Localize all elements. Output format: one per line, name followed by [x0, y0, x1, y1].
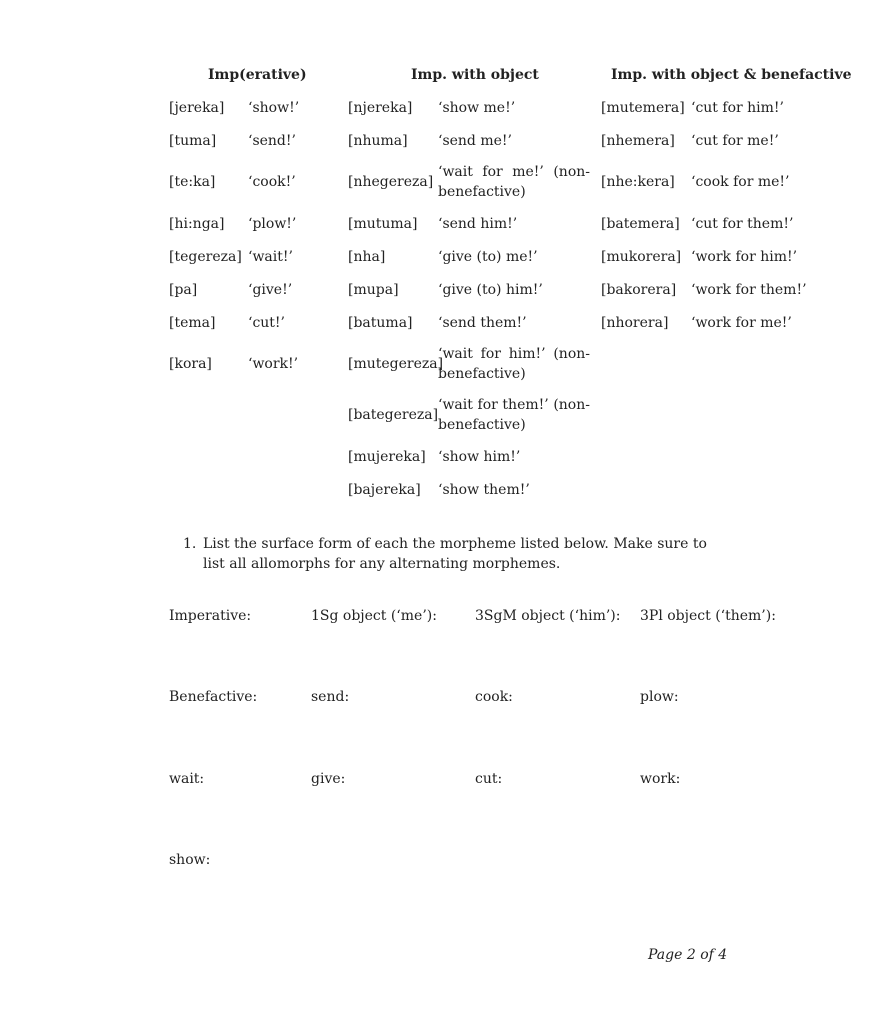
imperative-form: [tuma] — [169, 133, 217, 149]
object-gloss: ‘wait for me!’ (non-benefactive) — [438, 164, 590, 200]
object-form: [mupa] — [348, 282, 399, 298]
object-form: [batuma] — [348, 315, 413, 331]
page-number: Page 2 of 4 — [648, 947, 728, 963]
object-gloss: ‘send him!’ — [438, 216, 518, 232]
benefactive-gloss: ‘cook for me!’ — [691, 174, 790, 190]
imperative-gloss: ‘give!’ — [248, 282, 293, 298]
question-number: 1. — [183, 536, 197, 552]
benefactive-form: [mutemera] — [601, 100, 685, 116]
imperative-gloss: ‘plow!’ — [248, 216, 297, 232]
benefactive-form: [nhemera] — [601, 133, 675, 149]
header-imperative-with-object-benefactive: Imp. with object & benefactive — [611, 67, 852, 83]
object-form: [nha] — [348, 249, 386, 265]
imperative-form: [tema] — [169, 315, 216, 331]
benefactive-gloss: ‘cut for him!’ — [691, 100, 784, 116]
answer-label-show: show: — [169, 852, 211, 868]
object-form: [nhegereza] — [348, 174, 434, 190]
question-1 — [183, 534, 728, 574]
benefactive-gloss: ‘work for them!’ — [691, 282, 807, 298]
imperative-form: [jereka] — [169, 100, 225, 116]
answer-label-cut: cut: — [475, 771, 503, 787]
imperative-gloss: ‘show!’ — [248, 100, 300, 116]
benefactive-gloss: ‘cut for them!’ — [691, 216, 794, 232]
question-text: List the surface form of each the morpheme listed below. Make sure to list all allomorphs for any alternating morphemes. — [203, 536, 707, 572]
answer-label-1sg-object: 1Sg object (‘me’): — [311, 608, 437, 624]
benefactive-gloss: ‘work for me!’ — [691, 315, 792, 331]
object-gloss: ‘send me!’ — [438, 133, 512, 149]
imperative-gloss: ‘cut!’ — [248, 315, 286, 331]
header-imperative-with-object: Imp. with object — [411, 67, 539, 83]
benefactive-form: [bakorera] — [601, 282, 677, 298]
benefactive-form: [batemera] — [601, 216, 680, 232]
object-gloss: ‘show him!’ — [438, 449, 521, 465]
imperative-form: [te:ka] — [169, 174, 216, 190]
benefactive-form: [nhe:kera] — [601, 174, 675, 190]
object-gloss: ‘wait for him!’ (non-benefactive) — [438, 346, 590, 382]
object-form: [nhuma] — [348, 133, 408, 149]
benefactive-form: [nhorera] — [601, 315, 669, 331]
imperative-gloss: ‘send!’ — [248, 133, 296, 149]
object-gloss: ‘give (to) him!’ — [438, 282, 543, 298]
object-gloss: ‘give (to) me!’ — [438, 249, 538, 265]
imperative-gloss: ‘work!’ — [248, 356, 299, 372]
object-gloss: ‘show me!’ — [438, 100, 516, 116]
answer-label-imperative: Imperative: — [169, 608, 252, 624]
object-form: [bajereka] — [348, 482, 421, 498]
object-form: [mutuma] — [348, 216, 418, 232]
object-form: [bategereza] — [348, 407, 439, 423]
answer-label-benefactive: Benefactive: — [169, 689, 258, 705]
object-gloss: ‘send them!’ — [438, 315, 527, 331]
imperative-form: [kora] — [169, 356, 212, 372]
benefactive-form: [mukorera] — [601, 249, 682, 265]
imperative-form: [pa] — [169, 282, 198, 298]
object-gloss: ‘show them!’ — [438, 482, 530, 498]
imperative-gloss: ‘wait!’ — [248, 249, 293, 265]
imperative-form: [tegereza] — [169, 249, 242, 265]
object-gloss: ‘wait for them!’ (non-benefactive) — [438, 397, 590, 433]
imperative-gloss: ‘cook!’ — [248, 174, 296, 190]
header-imperative: Imp(erative) — [208, 67, 307, 83]
answer-label-send: send: — [311, 689, 350, 705]
answer-label-cook: cook: — [475, 689, 513, 705]
answer-label-give: give: — [311, 771, 346, 787]
object-form: [mutegereza] — [348, 356, 444, 372]
imperative-form: [hi:nga] — [169, 216, 225, 232]
object-form: [mujereka] — [348, 449, 426, 465]
answer-label-3sgm-object: 3SgM object (‘him’): — [475, 608, 621, 624]
object-form: [njereka] — [348, 100, 413, 116]
answer-label-work: work: — [640, 771, 681, 787]
answer-label-plow: plow: — [640, 689, 679, 705]
benefactive-gloss: ‘cut for me!’ — [691, 133, 779, 149]
benefactive-gloss: ‘work for him!’ — [691, 249, 798, 265]
answer-label-wait: wait: — [169, 771, 205, 787]
answer-label-3pl-object: 3Pl object (‘them’): — [640, 608, 776, 624]
